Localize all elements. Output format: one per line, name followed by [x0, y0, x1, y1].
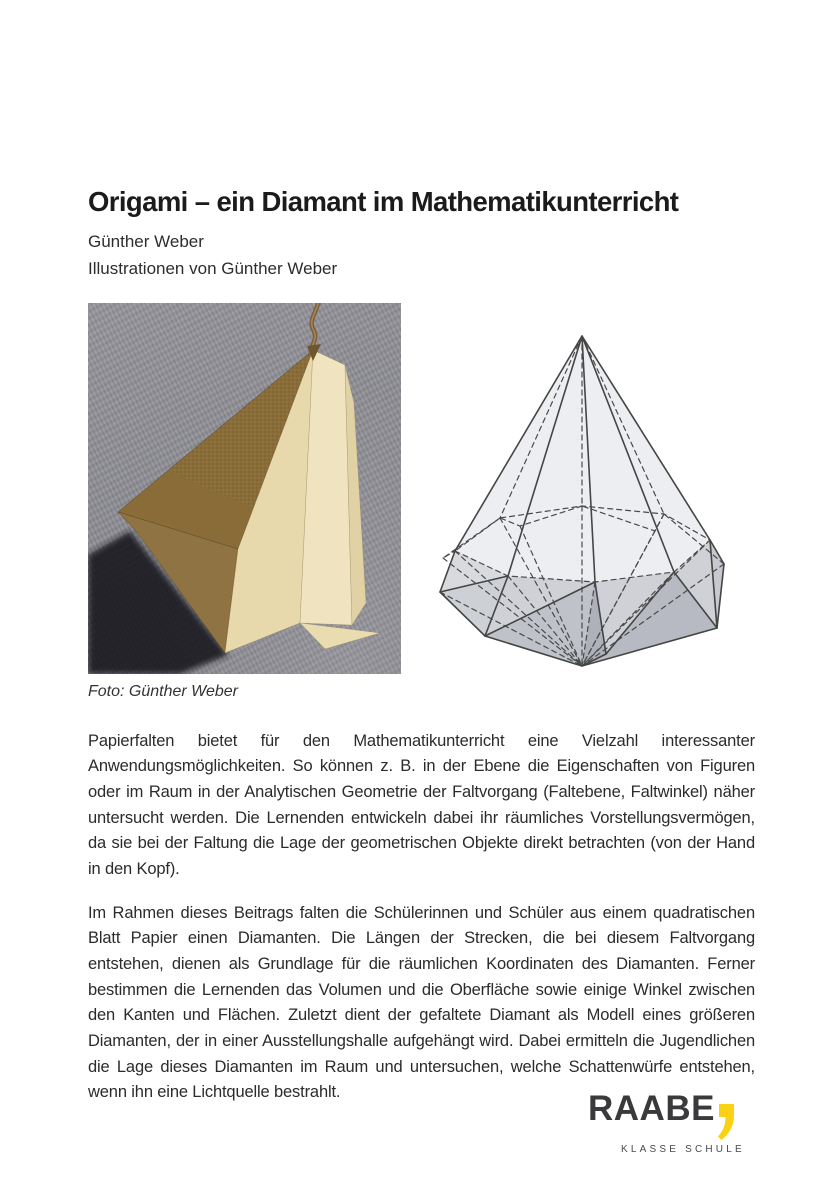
- body-paragraph-2: Im Rahmen dieses Beitrags falten die Schülerinnen und Schüler aus einem quadratischen Blatt Papier einen Diamanten. Die Längen der Strecken, die bei diesem Faltvorgang entstehen, dienen als Grundlage für die räumlichen Koordinaten des Diamanten. Ferner bestimmen die Lernenden das Volumen und die Oberfläche sowie einige Winkel zwischen den Kanten und Flächen. Zuletzt dient der gefaltete Diamant als Modell eines größeren Diamanten, der in einer Ausstellungshalle aufgehängt wird. Dabei ermitteln die Jugendlichen die Lage dieses Diamanten im Raum und untersuchen, welche Schattenwürfe entstehen, wenn ihn eine Lichtquelle bestrahlt.: [88, 903, 755, 1102]
- logo-wordmark: RAABE: [588, 1089, 715, 1128]
- logo-wordmark-row: [588, 1089, 758, 1145]
- photo-caption: Foto: Günther Weber: [88, 683, 238, 700]
- figure-photo-origami-diamond: [88, 303, 401, 674]
- photo-diamond-graphic: [88, 303, 401, 674]
- diamond-facet-bottom-flap: [300, 623, 380, 649]
- figure-diagram-diamond-wireframe: [425, 328, 765, 670]
- author-line: Günther Weber: [88, 232, 204, 251]
- page-title: Origami – ein Diamant im Mathematikunterricht: [88, 186, 679, 218]
- byline: [88, 229, 337, 282]
- illustrator-line: Illustrationen von Günther Weber: [88, 258, 338, 278]
- logo-comma-icon: [718, 1104, 735, 1145]
- raabe-logo: [588, 1089, 758, 1155]
- logo-tagline: KLASSE SCHULE: [621, 1144, 745, 1155]
- body-paragraph-1: Papierfalten bietet für den Mathematikunterricht eine Vielzahl interessanter Anwendungsmöglichkeiten. So können z. B. in der Ebene die Eigenschaften von Figuren oder im Raum in der Analytischen Geometrie der Faltvorgang (Faltebene, Faltwinkel) näher untersucht werden. Die Lernenden entwickeln dabei ihr räumliches Vorstellungsvermögen, da sie bei der Faltung die Lage der geometrischen Objekte direkt betrachten (von der Hand in den Kopf).: [88, 731, 755, 879]
